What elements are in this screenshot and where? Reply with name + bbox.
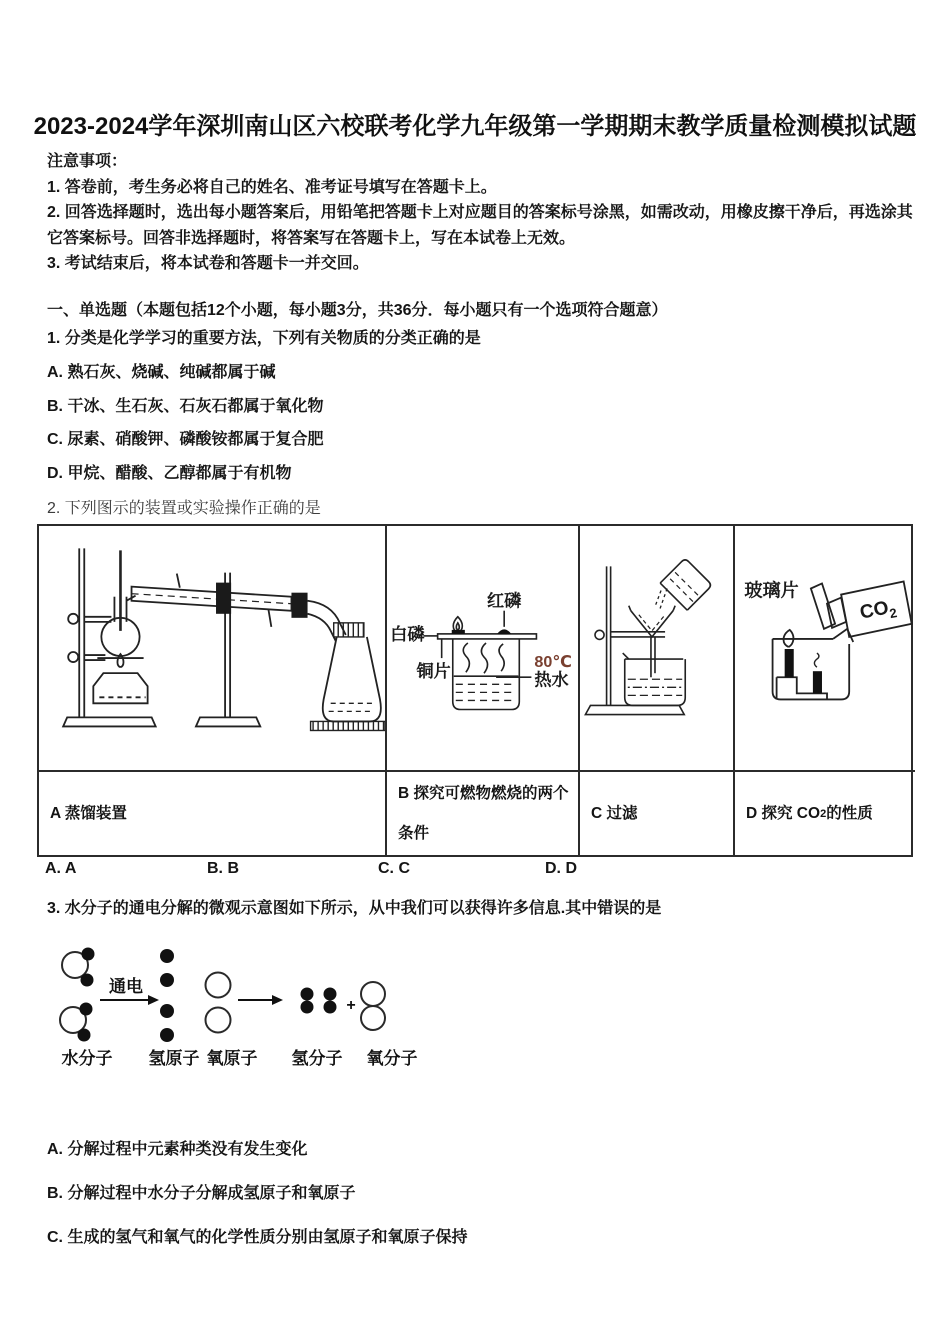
q1-option-d: D. 甲烷、醋酸、乙醇都属于有机物 — [47, 465, 292, 482]
electrify-arrow-label: 通电 — [109, 977, 143, 996]
label-oxygen-molecule: 氧分子 — [366, 1049, 418, 1068]
page-title: 2023-2024学年深圳南山区六校联考化学九年级第一学期期末教学质量检测模拟试题 — [33, 113, 917, 140]
label-white-phosphorus: 白磷 — [390, 623, 425, 644]
combustion-diagram — [387, 526, 578, 770]
q1-option-a: A. 熟石灰、烧碱、纯碱都属于碱 — [47, 364, 276, 381]
caption-d: D 探究 CO 2 的性质 — [735, 770, 915, 855]
label-temperature: 80℃ — [534, 653, 572, 672]
water-electrolysis-diagram — [30, 932, 450, 1072]
notes-block — [47, 149, 919, 277]
label-co2: $CO_2$ — [858, 597, 899, 624]
label-hydrogen-molecule: 氢分子 — [291, 1049, 343, 1068]
label-copper-sheet: 铜片 — [416, 661, 451, 682]
label-red-phosphorus: 红磷 — [487, 590, 522, 611]
note-item: 2. 回答选择题时，选出每小题答案后，用铅笔把答题卡上对应题目的答案标号涂黑，如需改动，用橡皮擦干净后，再选涂其它答案标号。回答非选择题时，将答案写在答题卡上，写在本试卷上无效。 — [47, 204, 913, 247]
label-glass-sheet: 玻璃片 — [744, 580, 799, 601]
panel-d-cell — [735, 526, 915, 770]
q3-option-a: A. 分解过程中元素种类没有发生变化 — [47, 1141, 308, 1158]
panel-c-cell — [580, 526, 735, 770]
panel-a-cell — [39, 526, 387, 770]
note-item: 3. 考试结束后，将本试卷和答题卡一并交回。 — [47, 255, 369, 273]
question-1-text: 1. 分类是化学学习的重要方法，下列有关物质的分类正确的是 — [47, 330, 481, 347]
label-oxygen-atom: 氧原子 — [206, 1049, 258, 1068]
caption-c: C 过滤 — [580, 770, 735, 855]
question-2-text: 2. 下列图示的装置或实验操作正确的是 — [47, 500, 321, 517]
label-water-molecule: 水分子 — [61, 1049, 113, 1068]
plus-sign: + — [346, 997, 356, 1014]
q2-answer-d: D. D — [545, 860, 577, 877]
co2-properties-diagram — [735, 526, 915, 770]
distillation-diagram — [39, 526, 385, 770]
panel-b-cell — [387, 526, 580, 770]
label-hot-water: 热水 — [534, 669, 569, 690]
filtration-diagram — [580, 526, 733, 770]
question-2-figure-table — [37, 524, 913, 857]
q2-answer-c: C. C — [378, 860, 410, 877]
q1-option-c: C. 尿素、硝酸钾、磷酸铵都属于复合肥 — [47, 431, 324, 448]
notes-heading: 注意事项： — [47, 153, 128, 170]
q2-answer-b: B. B — [207, 860, 239, 877]
q2-answer-row — [0, 860, 950, 884]
q1-option-b: B. 干冰、生石灰、石灰石都属于氧化物 — [47, 398, 324, 415]
q3-option-c: C. 生成的氢气和氧气的化学性质分别由氢原子和氧原子保持 — [47, 1229, 468, 1246]
q3-option-b: B. 分解过程中水分子分解成氢原子和氧原子 — [47, 1185, 356, 1202]
section-heading: 一、单选题（本题包括12个小题，每小题3分，共36分．每小题只有一个选项符合题意） — [47, 302, 668, 319]
caption-a: A 蒸馏装置 — [39, 770, 387, 855]
note-item: 1. 答卷前，考生务必将自己的姓名、准考证号填写在答题卡上。 — [47, 178, 497, 196]
caption-b: B 探究可燃物燃烧的两个条件 — [387, 770, 580, 855]
question-3-text: 3. 水分子的通电分解的微观示意图如下所示，从中我们可以获得许多信息.其中错误的是 — [47, 900, 662, 917]
q2-answer-a: A. A — [45, 860, 77, 877]
label-hydrogen-atom: 氢原子 — [148, 1049, 200, 1068]
